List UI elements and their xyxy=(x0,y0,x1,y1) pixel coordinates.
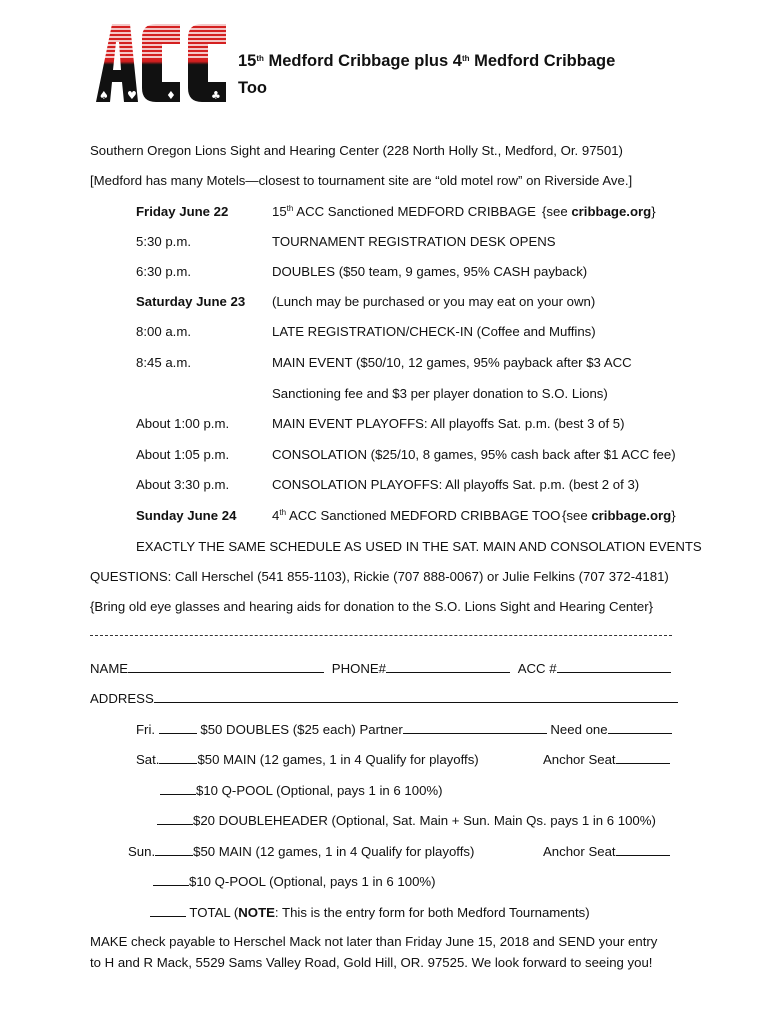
saturday-note: (Lunch may be purchased or you may eat on your own) xyxy=(272,294,596,309)
sunday-event: 4th ACC Sanctioned MEDFORD CRIBBAGE TOO xyxy=(272,508,561,523)
friday-entry-row: Fri. $50 DOUBLES ($25 each) Partner Need one xyxy=(136,721,672,737)
event-4: MAIN EVENT ($50/10, 12 games, 95% payback after $3 ACC xyxy=(272,355,632,370)
doubleheader-field[interactable] xyxy=(157,812,193,825)
venue-text: Southern Oregon Lions Sight and Hearing Center (228 North Holly St., Medford, Or. 97501) xyxy=(90,143,623,158)
address-field[interactable] xyxy=(154,690,678,703)
saturday-label: Saturday June 23 xyxy=(136,294,246,309)
qpool-field-2[interactable] xyxy=(153,873,189,886)
cut-line-divider xyxy=(90,635,672,636)
time-6: About 1:05 p.m. xyxy=(136,447,230,462)
total-field[interactable] xyxy=(150,904,186,917)
diamond-icon: ♦ xyxy=(166,89,176,102)
doubleheader-row: $20 DOUBLEHEADER (Optional, Sat. Main + Sun. Main Qs. pays 1 in 6 100%) xyxy=(157,812,656,828)
saturday-main-field[interactable] xyxy=(159,751,197,764)
time-2: 6:30 p.m. xyxy=(136,264,191,279)
motels-text: [Medford has many Motels—closest to tournament site are “old motel row” on Riverside Ave.] xyxy=(90,173,633,188)
time-1: 5:30 p.m. xyxy=(136,234,191,249)
event-7: CONSOLATION PLAYOFFS: All playoffs Sat. p.m. (best 2 of 3) xyxy=(272,477,640,492)
event-2: DOUBLES ($50 team, 9 games, 95% CASH payback) xyxy=(272,264,588,279)
footer-line-1: MAKE check payable to Herschel Mack not later than Friday June 15, 2018 and SEND your entry xyxy=(90,934,658,949)
partner-field[interactable] xyxy=(403,721,547,734)
time-7: About 3:30 p.m. xyxy=(136,477,230,492)
friday-event: 15th ACC Sanctioned MEDFORD CRIBBAGE xyxy=(272,204,536,219)
page-title: 15th Medford Cribbage plus 4th Medford Cribbage Too xyxy=(238,52,616,97)
acc-logo xyxy=(92,20,230,104)
time-3: 8:00 a.m. xyxy=(136,324,191,339)
name-row: NAME PHONE# ACC # xyxy=(90,660,671,676)
event-4-cont: Sanctioning fee and $3 per player donation to S.O. Lions) xyxy=(272,386,608,401)
phone-field[interactable] xyxy=(386,660,510,673)
sunday-label: Sunday June 24 xyxy=(136,508,237,523)
anchor-seat-row-1: Anchor Seat xyxy=(543,751,670,767)
time-4: 8:45 a.m. xyxy=(136,355,191,370)
friday-label: Friday June 22 xyxy=(136,204,229,219)
questions-text: QUESTIONS: Call Herschel (541 855-1103), Rickie (707 888-0067) or Julie Felkins (707 372-4181) xyxy=(90,569,669,584)
event-3: LATE REGISTRATION/CHECK-IN (Coffee and Muffins) xyxy=(272,324,596,339)
same-schedule-note: EXACTLY THE SAME SCHEDULE AS USED IN THE SAT. MAIN AND CONSOLATION EVENTS xyxy=(136,539,702,554)
footer-line-2: to H and R Mack, 5529 Sams Valley Road, Gold Hill, OR. 97525. We look forward to seeing you! xyxy=(90,955,653,970)
sunday-main-field[interactable] xyxy=(155,843,193,856)
cribbage-link-2[interactable]: cribbage.org xyxy=(591,508,672,523)
qpool-field-1[interactable] xyxy=(160,782,196,795)
event-5: MAIN EVENT PLAYOFFS: All playoffs Sat. p.m. (best 3 of 5) xyxy=(272,416,625,431)
anchor-seat-field-2[interactable] xyxy=(616,843,670,856)
address-row: ADDRESS xyxy=(90,690,678,706)
saturday-entry-row: Sat. $50 MAIN (12 games, 1 in 4 Qualify for playoffs) xyxy=(136,752,479,767)
bring-text: {Bring old eye glasses and hearing aids for donation to the S.O. Lions Sight and Hearing Center} xyxy=(90,599,654,614)
need-one-field[interactable] xyxy=(608,721,672,734)
event-1: TOURNAMENT REGISTRATION DESK OPENS xyxy=(272,234,556,249)
sunday-entry-row: Sun. $50 MAIN (12 games, 1 in 4 Qualify for playoffs) xyxy=(128,844,475,859)
qpool-row-1: $10 Q-POOL (Optional, pays 1 in 6 100%) xyxy=(160,782,443,798)
club-icon: ♣ xyxy=(211,89,221,102)
sunday-see-link: {see cribbage.org} xyxy=(562,508,676,523)
total-row: TOTAL (NOTE: This is the entry form for both Medford Tournaments) xyxy=(150,904,590,920)
name-field[interactable] xyxy=(128,660,324,673)
heart-icon: ♥ xyxy=(127,89,137,102)
time-5: About 1:00 p.m. xyxy=(136,416,230,431)
cribbage-link[interactable]: cribbage.org xyxy=(571,204,652,219)
acc-number-field[interactable] xyxy=(557,660,671,673)
anchor-seat-field-1[interactable] xyxy=(616,751,670,764)
friday-doubles-field[interactable] xyxy=(159,721,197,734)
event-6: CONSOLATION ($25/10, 8 games, 95% cash back after $1 ACC fee) xyxy=(272,447,676,462)
spade-icon: ♠ xyxy=(99,89,109,102)
friday-see-link: {see cribbage.org} xyxy=(542,204,656,219)
anchor-seat-row-2: Anchor Seat xyxy=(543,843,670,859)
qpool-row-2: $10 Q-POOL (Optional, pays 1 in 6 100%) xyxy=(153,873,436,889)
